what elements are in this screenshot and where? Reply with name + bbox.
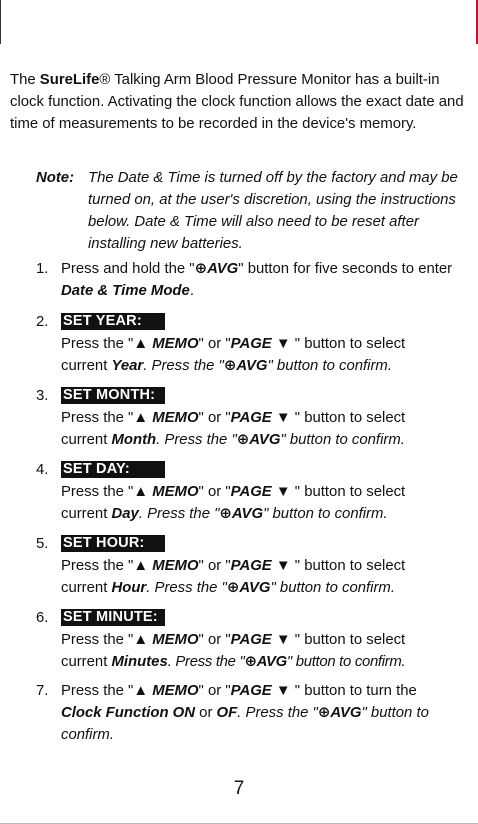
step-text: " or " xyxy=(198,336,231,352)
button-name: AVG xyxy=(330,705,362,721)
setting-item: Hour xyxy=(111,580,147,596)
step-number: 7. xyxy=(36,683,49,699)
step-text: Press the " xyxy=(61,336,134,352)
clock-icon: ⊕ xyxy=(226,580,240,596)
button-name: AVG xyxy=(236,358,268,374)
step-text: current xyxy=(61,358,112,374)
step-body xyxy=(61,459,466,525)
clock-on-option: Clock Function ON xyxy=(61,705,196,721)
step-body xyxy=(61,680,466,746)
step-number: 4. xyxy=(36,462,49,478)
step-number: 2. xyxy=(36,314,49,330)
step-7 xyxy=(0,680,478,746)
step-text: Press and hold the " xyxy=(61,261,195,277)
page-number: 7 xyxy=(233,778,245,799)
step-text: " or " xyxy=(198,632,231,648)
memo-button-ref xyxy=(133,632,198,648)
memo-button-ref xyxy=(133,410,198,426)
memo-button-ref xyxy=(133,484,198,500)
step-text: . Press the " xyxy=(146,580,227,596)
step-number: 3. xyxy=(36,388,49,404)
step-text: " button to confirm. xyxy=(61,705,429,743)
step-text: current xyxy=(61,580,112,596)
set-minute-label: SET MINUTE: xyxy=(61,609,165,626)
step-text: Press the " xyxy=(61,683,134,699)
step-text: " or " xyxy=(198,484,231,500)
memo-button-ref xyxy=(133,336,198,352)
step-text: . Press the " xyxy=(167,654,245,670)
setting-item: Month xyxy=(111,432,157,448)
step-set-month xyxy=(0,385,478,451)
step-text: " or " xyxy=(198,558,231,574)
step-text: " button to confirm. xyxy=(267,358,392,374)
clock-off-option: OF xyxy=(216,705,238,721)
mode-name: Date & Time Mode xyxy=(61,283,190,299)
clock-icon: ⊕ xyxy=(244,654,257,670)
brand-name: SureLife xyxy=(39,72,100,88)
step-body xyxy=(61,311,466,377)
button-name: AVG xyxy=(207,261,239,277)
step-body xyxy=(61,258,466,302)
setting-item: Day xyxy=(111,506,139,522)
setting-item: Year xyxy=(111,358,144,374)
set-year-label: SET YEAR: xyxy=(61,313,165,330)
clock-icon: ⊕ xyxy=(223,358,237,374)
step-body xyxy=(61,533,466,599)
clock-icon: ⊕ xyxy=(236,432,250,448)
down-arrow-icon: ▼ xyxy=(275,410,291,426)
button-name: MEMO xyxy=(152,410,199,426)
step-text: " button to select xyxy=(290,632,406,648)
step-set-minute xyxy=(0,607,478,673)
confirm-text xyxy=(139,506,388,522)
avg-button-ref xyxy=(195,261,239,277)
down-arrow-icon: ▼ xyxy=(275,336,291,352)
step-set-day xyxy=(0,459,478,525)
button-name: MEMO xyxy=(152,484,199,500)
step-text: current xyxy=(61,506,112,522)
step-set-hour xyxy=(0,533,478,599)
button-name: PAGE xyxy=(230,336,272,352)
confirm-text xyxy=(168,654,406,670)
step-text: " button to confirm. xyxy=(263,506,388,522)
step-text: " button to select xyxy=(290,558,406,574)
clock-icon: ⊕ xyxy=(219,506,232,522)
down-arrow-icon: ▼ xyxy=(275,683,291,699)
note-block xyxy=(36,167,468,255)
up-arrow-icon: ▲ xyxy=(133,410,149,426)
step-number: 5. xyxy=(36,536,49,552)
step-text: Press the " xyxy=(61,558,134,574)
down-arrow-icon: ▼ xyxy=(275,632,291,648)
button-name: PAGE xyxy=(230,632,272,648)
step-text: " or " xyxy=(198,410,231,426)
step-text: Press the " xyxy=(61,410,134,426)
step-1 xyxy=(0,258,478,302)
page-button-ref xyxy=(231,484,291,500)
up-arrow-icon: ▲ xyxy=(133,632,149,648)
confirm-text xyxy=(146,580,395,596)
button-name: PAGE xyxy=(230,683,272,699)
intro-text: The xyxy=(10,72,40,88)
intro-paragraph xyxy=(10,69,470,135)
step-text: . Press the " xyxy=(143,358,224,374)
step-text: " or " xyxy=(198,683,231,699)
set-hour-label: SET HOUR: xyxy=(61,535,165,552)
step-text: Press the " xyxy=(61,484,134,500)
note-text: The Date & Time is turned off by the factory and may be turned on, at the user's discretion, using the instructions below. Date & Time will also need to be reset after installing new batteries. xyxy=(88,170,458,252)
button-name: PAGE xyxy=(230,484,272,500)
page-button-ref xyxy=(231,558,291,574)
page-button-ref xyxy=(231,336,291,352)
set-month-label: SET MONTH: xyxy=(61,387,165,404)
clock-icon: ⊕ xyxy=(317,705,331,721)
button-name: MEMO xyxy=(152,336,199,352)
step-body xyxy=(61,385,466,451)
page-button-ref xyxy=(231,683,291,699)
step-number: 1. xyxy=(36,261,49,277)
step-set-year xyxy=(0,311,478,377)
up-arrow-icon: ▲ xyxy=(133,558,149,574)
note-label: Note: xyxy=(36,170,75,186)
up-arrow-icon: ▲ xyxy=(133,683,149,699)
step-text: " button for five seconds to enter xyxy=(238,261,453,277)
step-text: " button to select xyxy=(290,336,406,352)
step-text: " button to turn the xyxy=(290,683,417,699)
step-text: " button to confirm. xyxy=(270,580,395,596)
confirm-text xyxy=(156,432,405,448)
page-button-ref xyxy=(231,410,291,426)
clock-icon: ⊕ xyxy=(194,261,208,277)
step-body xyxy=(61,607,466,673)
step-text: current xyxy=(61,654,112,670)
button-name: PAGE xyxy=(230,558,272,574)
memo-button-ref xyxy=(133,683,198,699)
step-text: or xyxy=(195,705,217,721)
button-name: PAGE xyxy=(230,410,272,426)
intro-text: ® Talking Arm Blood Pressure Monitor has a built-in clock function. Activating the clock function allows the exact date and time of measurements to be recorded in the device's memory. xyxy=(10,72,464,132)
page-button-ref xyxy=(231,632,291,648)
step-text: current xyxy=(61,432,112,448)
step-text: . Press the " xyxy=(138,506,220,522)
up-arrow-icon: ▲ xyxy=(133,484,149,500)
button-name: AVG xyxy=(249,432,281,448)
step-text: Press the " xyxy=(61,632,134,648)
step-text: " button to select xyxy=(290,410,406,426)
down-arrow-icon: ▼ xyxy=(275,484,291,500)
memo-button-ref xyxy=(133,558,198,574)
button-name: AVG xyxy=(239,580,271,596)
button-name: AVG xyxy=(256,654,287,670)
button-name: AVG xyxy=(231,506,264,522)
set-day-label: SET DAY: xyxy=(61,461,165,478)
step-text: . xyxy=(189,283,194,299)
button-name: MEMO xyxy=(152,683,199,699)
step-text: . Press the " xyxy=(156,432,237,448)
up-arrow-icon: ▲ xyxy=(133,336,149,352)
left-edge-line xyxy=(0,0,1,44)
step-text: . Press the " xyxy=(237,705,318,721)
step-text: " button to select xyxy=(290,484,406,500)
step-number: 6. xyxy=(36,610,49,626)
button-name: MEMO xyxy=(152,632,199,648)
step-text: " button to confirm. xyxy=(280,432,405,448)
confirm-text xyxy=(143,358,392,374)
button-name: MEMO xyxy=(152,558,199,574)
step-text: " button to confirm. xyxy=(286,654,406,670)
setting-item: Minutes xyxy=(111,654,168,670)
down-arrow-icon: ▼ xyxy=(275,558,291,574)
